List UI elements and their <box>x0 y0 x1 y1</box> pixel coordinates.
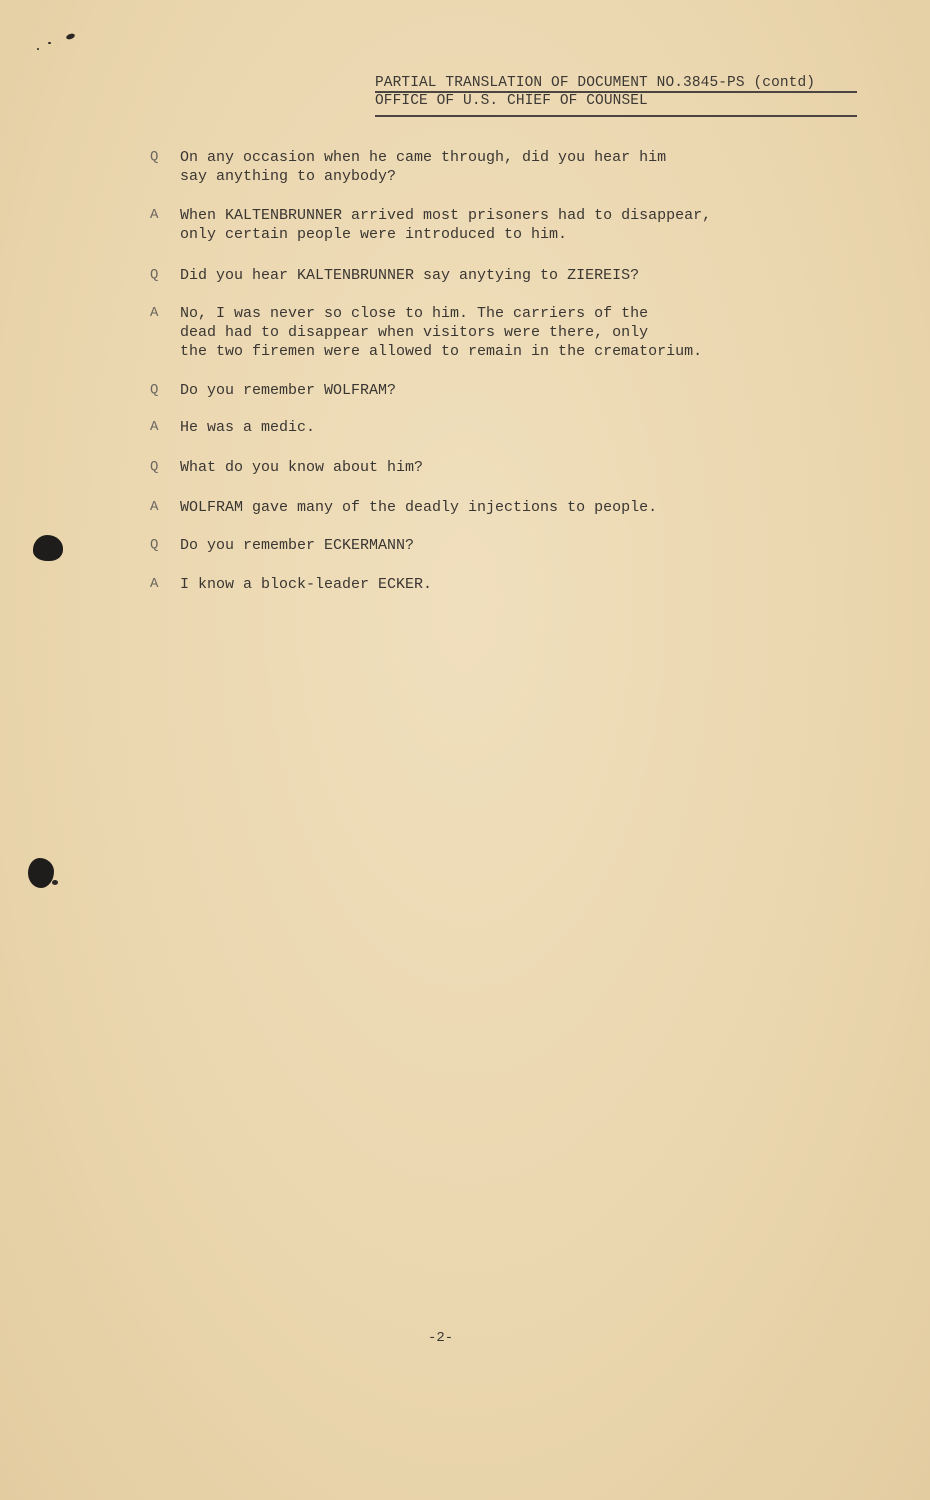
header-office-line: OFFICE OF U.S. CHIEF OF COUNSEL <box>375 93 648 109</box>
ink-speck <box>52 880 58 885</box>
document-header <box>375 74 857 110</box>
ink-speck <box>48 42 51 44</box>
header-underline-2 <box>375 115 857 117</box>
entry-text: Do you remember WOLFRAM? <box>180 382 397 399</box>
entry-text: I know a block-leader ECKER. <box>180 576 433 593</box>
entry-tag: Q <box>150 382 159 398</box>
header-underline-1 <box>375 91 857 93</box>
entry-text: No, I was never so close to him. The carriers of the dead had to disappear when visitors were there, only the two firemen were allowed to remain in the crematorium. <box>180 305 703 360</box>
entry-text: Did you hear KALTENBRUNNER say anytying to ZIEREIS? <box>180 267 640 284</box>
punch-hole-lower <box>28 858 54 888</box>
ink-speck <box>65 33 75 41</box>
entry-text: WOLFRAM gave many of the deadly injections to people. <box>180 499 658 516</box>
entry-text: Do you remember ECKERMANN? <box>180 537 415 554</box>
entry-tag: Q <box>150 149 159 165</box>
entry-tag: Q <box>150 537 159 553</box>
entry-tag: A <box>150 499 159 515</box>
entry-tag: A <box>150 576 159 592</box>
ink-speck <box>37 48 39 50</box>
header-title-line: PARTIAL TRANSLATION OF DOCUMENT NO.3845-PS (contd) <box>375 75 816 91</box>
punch-hole-upper <box>33 535 63 561</box>
entry-tag: A <box>150 305 159 321</box>
entry-text: On any occasion when he came through, did you hear him say anything to anybody? <box>180 149 667 185</box>
entry-tag: Q <box>150 459 159 475</box>
entry-text: When KALTENBRUNNER arrived most prisoners had to disappear, only certain people were introduced to him. <box>180 207 712 243</box>
entry-tag: A <box>150 419 159 435</box>
entry-tag: Q <box>150 267 159 283</box>
entry-text: What do you know about him? <box>180 459 424 476</box>
entry-text: He was a medic. <box>180 419 316 436</box>
entry-tag: A <box>150 207 159 223</box>
page-number: -2- <box>428 1330 454 1346</box>
